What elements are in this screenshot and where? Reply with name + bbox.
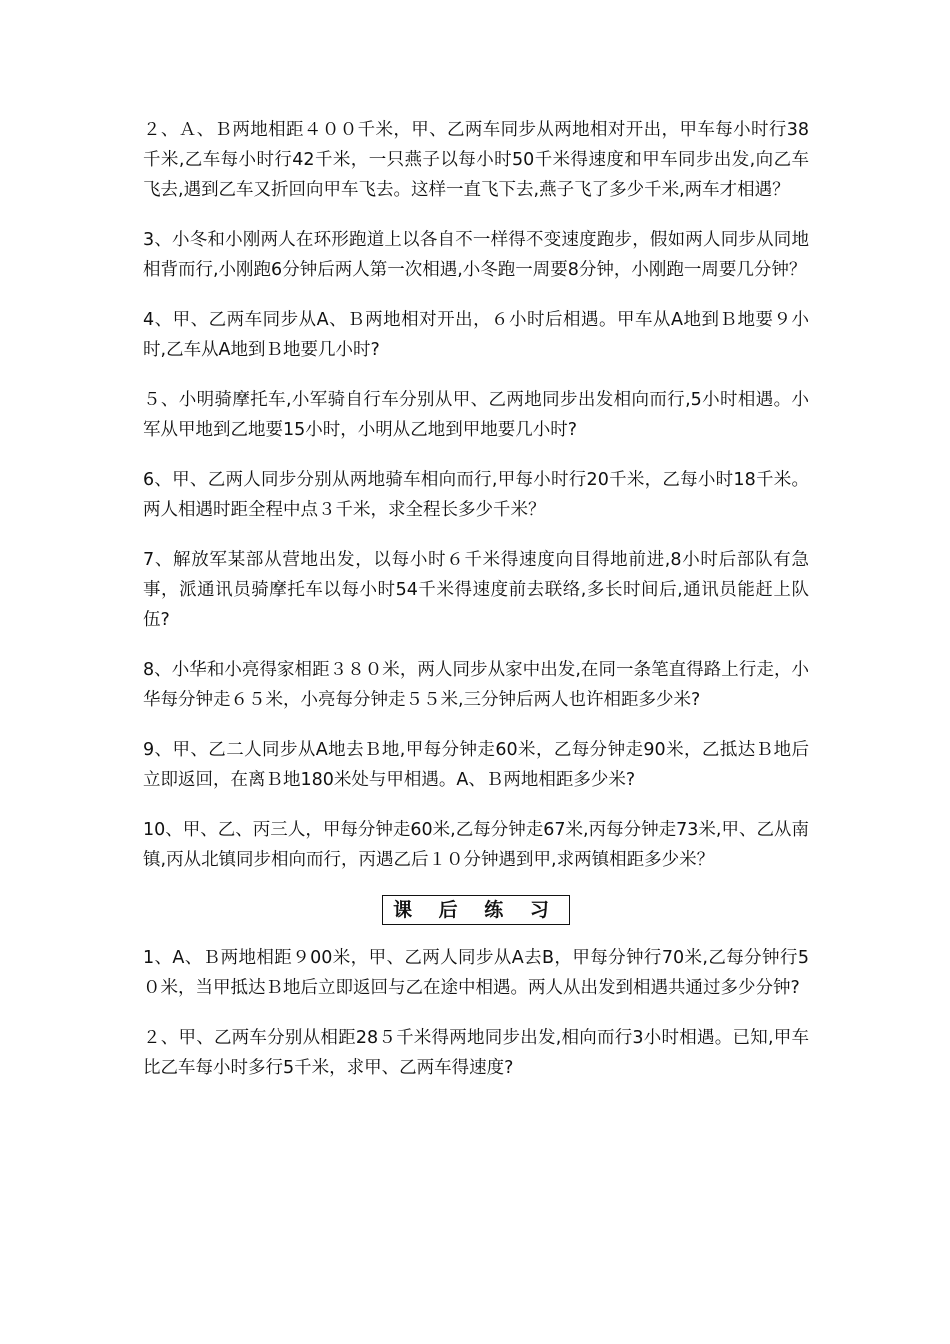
document-content [143, 115, 809, 1103]
problem-5: ５、小明骑摩托车,小军骑自行车分别从甲、乙两地同步出发相向而行,5小时相遇。小军从甲地到乙地要15小时，小明从乙地到甲地要几小时? [143, 390, 809, 440]
problem-10: 10、甲、乙、丙三人，甲每分钟走60米,乙每分钟走67米,丙每分钟走73米,甲、乙从南镇,丙从北镇同步相向而行，丙遇乙后１０分钟遇到甲,求两镇相距多少米？ [143, 820, 809, 870]
section-title-after-class-practice: 课 后 练 习 [382, 895, 570, 925]
problem-9: 9、甲、乙二人同步从A地去Ｂ地,甲每分钟走60米，乙每分钟走90米，乙抵达Ｂ地后立即返回，在离Ｂ地180米处与甲相遇。A、Ｂ两地相距多少米? [143, 740, 809, 790]
problem-4: 4、甲、乙两车同步从A、Ｂ两地相对开出，６小时后相遇。甲车从A地到Ｂ地要９小时,乙车从A地到Ｂ地要几小时? [143, 310, 809, 360]
practice-problem-1: 1、A、Ｂ两地相距９00米，甲、乙两人同步从A去B，甲每分钟行70米,乙每分钟行5０米，当甲抵达Ｂ地后立即返回与乙在途中相遇。两人从出发到相遇共通过多少分钟? [143, 948, 809, 998]
practice-problem-2: ２、甲、乙两车分别从相距28５千米得两地同步出发,相向而行3小时相遇。已知,甲车比乙车每小时多行5千米，求甲、乙两车得速度? [143, 1028, 809, 1078]
section-heading [143, 895, 809, 929]
problem-7: 7、解放军某部从营地出发，以每小时６千米得速度向目得地前进,8小时后部队有急事，派通讯员骑摩托车以每小时54千米得速度前去联络,多长时间后,通讯员能赶上队伍? [143, 550, 809, 630]
problem-8: 8、小华和小亮得家相距３８０米，两人同步从家中出发,在同一条笔直得路上行走，小华每分钟走６５米，小亮每分钟走５５米,三分钟后两人也许相距多少米? [143, 660, 809, 710]
problem-6: 6、甲、乙两人同步分别从两地骑车相向而行,甲每小时行20千米，乙每小时18千米。两人相遇时距全程中点３千米，求全程长多少千米？ [143, 470, 809, 520]
problem-2: ２、Ａ、Ｂ两地相距４００千米，甲、乙两车同步从两地相对开出，甲车每小时行38千米,乙车每小时行42千米，一只燕子以每小时50千米得速度和甲车同步出发,向乙车飞去,遇到乙车又折回向甲车飞去。这样一直飞下去,燕子飞了多少千米,两车才相遇？ [143, 120, 809, 200]
problem-3: 3、小冬和小刚两人在环形跑道上以各自不一样得不变速度跑步，假如两人同步从同地相背而行,小刚跑6分钟后两人第一次相遇,小冬跑一周要8分钟，小刚跑一周要几分钟？ [143, 230, 809, 280]
